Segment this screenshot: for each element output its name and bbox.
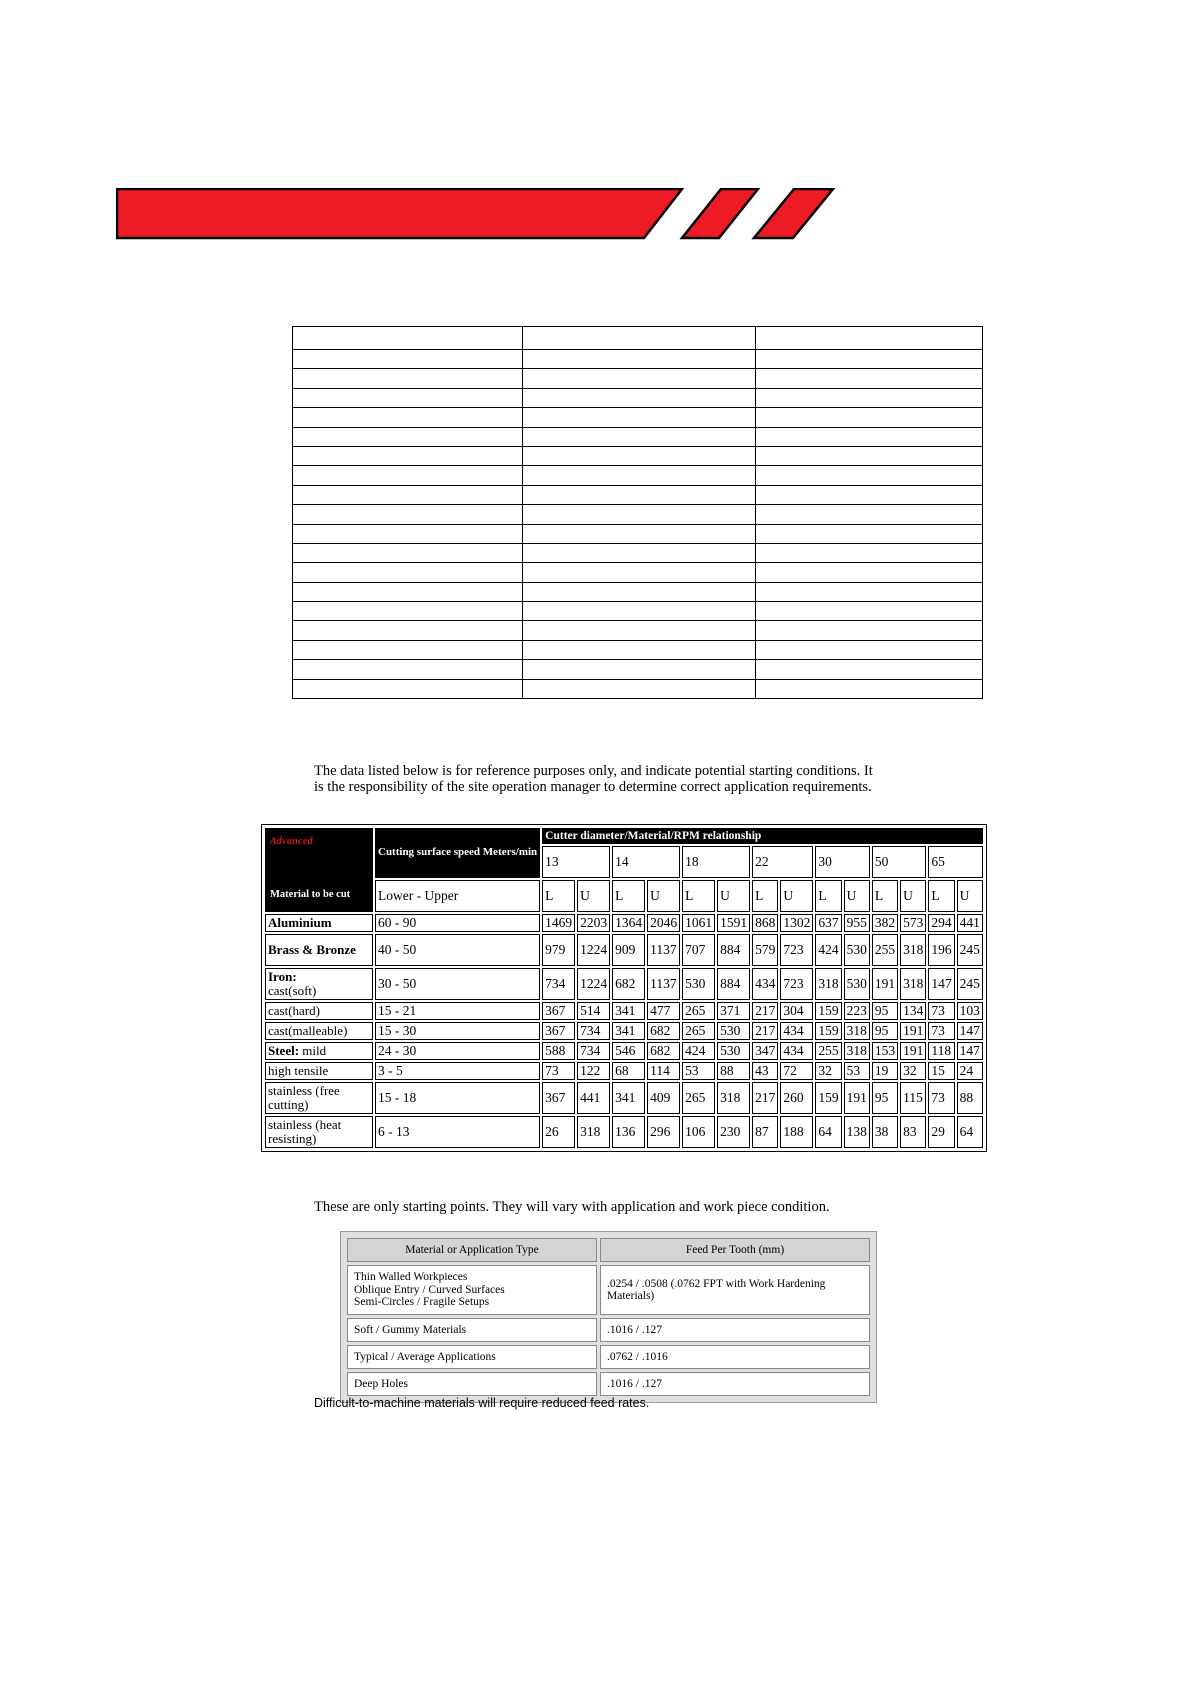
rpm-value: 734 xyxy=(542,968,575,1000)
rpm-value: 95 xyxy=(872,1022,898,1040)
rpm-value: 106 xyxy=(682,1116,715,1148)
rpm-value: 191 xyxy=(900,1042,926,1060)
rpm-value: 72 xyxy=(780,1062,813,1080)
rpm-value: 147 xyxy=(957,1042,983,1060)
rpm-value: 265 xyxy=(682,1002,715,1020)
rpm-value: 196 xyxy=(928,934,954,966)
rpm-value: 73 xyxy=(928,1002,954,1020)
rpm-value: 1061 xyxy=(682,914,715,932)
rpm-value: 122 xyxy=(577,1062,610,1080)
rpm-value: 159 xyxy=(815,1082,841,1114)
rpm-value: 114 xyxy=(647,1062,680,1080)
diameter-header: 13 xyxy=(542,846,610,878)
feed-header-fpt: Feed Per Tooth (mm) xyxy=(600,1238,870,1262)
rpm-value: 153 xyxy=(872,1042,898,1060)
rpm-value: 723 xyxy=(780,968,813,1000)
feed-row-material xyxy=(347,1265,597,1315)
upper-label: U xyxy=(717,880,750,912)
rpm-value: 1224 xyxy=(577,968,610,1000)
feed-row-material: Typical / Average Applications xyxy=(347,1345,597,1369)
rpm-value: 95 xyxy=(872,1082,898,1114)
upper-label: U xyxy=(647,880,680,912)
upper-label: U xyxy=(780,880,813,912)
rpm-value: 29 xyxy=(928,1116,954,1148)
rpm-value: 1364 xyxy=(612,914,645,932)
rpm-value: 53 xyxy=(682,1062,715,1080)
rpm-value: 318 xyxy=(844,1042,870,1060)
rpm-value: 955 xyxy=(844,914,870,932)
material-name: Aluminium xyxy=(265,914,373,932)
rpm-value: 15 xyxy=(928,1062,954,1080)
diameter-header: 30 xyxy=(815,846,870,878)
speed-header: Cutting surface speed Meters/min xyxy=(375,828,540,878)
diameter-header: 14 xyxy=(612,846,680,878)
rpm-value: 546 xyxy=(612,1042,645,1060)
rpm-value: 318 xyxy=(577,1116,610,1148)
rpm-value: 230 xyxy=(717,1116,750,1148)
rpm-value: 88 xyxy=(717,1062,750,1080)
rpm-value: 26 xyxy=(542,1116,575,1148)
surface-speed: 40 - 50 xyxy=(375,934,540,966)
rpm-value: 68 xyxy=(612,1062,645,1080)
surface-speed: 15 - 18 xyxy=(375,1082,540,1114)
rpm-row xyxy=(265,1042,983,1060)
surface-speed: 6 - 13 xyxy=(375,1116,540,1148)
feed-table xyxy=(344,1235,873,1399)
lower-label: L xyxy=(815,880,841,912)
feed-row-material: Deep Holes xyxy=(347,1372,597,1396)
rpm-value: 318 xyxy=(717,1082,750,1114)
rpm-row xyxy=(265,1062,983,1080)
surface-speed: 15 - 21 xyxy=(375,1002,540,1020)
upper-label: U xyxy=(957,880,983,912)
diameter-header: 50 xyxy=(872,846,927,878)
surface-speed: 3 - 5 xyxy=(375,1062,540,1080)
rpm-row xyxy=(265,914,983,932)
rpm-value: 530 xyxy=(717,1042,750,1060)
lower-label: L xyxy=(612,880,645,912)
rpm-value: 24 xyxy=(957,1062,983,1080)
rpm-value: 296 xyxy=(647,1116,680,1148)
rpm-value: 530 xyxy=(717,1022,750,1040)
rpm-value: 382 xyxy=(872,914,898,932)
material-name: Steel: mild xyxy=(265,1042,373,1060)
feed-row-line: Oblique Entry / Curved Surfaces xyxy=(354,1283,505,1296)
rpm-row xyxy=(265,934,983,966)
upper-label: U xyxy=(900,880,926,912)
rpm-value: 441 xyxy=(957,914,983,932)
empty-grid-table xyxy=(292,326,983,699)
rpm-value: 441 xyxy=(577,1082,610,1114)
rpm-value: 255 xyxy=(815,1042,841,1060)
rpm-value: 265 xyxy=(682,1082,715,1114)
rpm-value: 88 xyxy=(957,1082,983,1114)
rpm-value: 434 xyxy=(752,968,778,1000)
rpm-value: 1137 xyxy=(647,934,680,966)
diameter-header: 65 xyxy=(928,846,983,878)
rpm-value: 371 xyxy=(717,1002,750,1020)
intro-note: The data listed below is for reference purposes only, and indicate potential starting conditions. It is the responsibility of the site operation manager to determine correct application requirements. xyxy=(314,763,873,795)
rpm-value: 707 xyxy=(682,934,715,966)
rpm-value: 64 xyxy=(815,1116,841,1148)
rpm-value: 434 xyxy=(780,1022,813,1040)
rpm-value: 73 xyxy=(928,1022,954,1040)
rpm-value: 32 xyxy=(815,1062,841,1080)
rpm-value: 979 xyxy=(542,934,575,966)
rpm-value: 245 xyxy=(957,968,983,1000)
rpm-value: 191 xyxy=(844,1082,870,1114)
rpm-value: 159 xyxy=(815,1022,841,1040)
rpm-value: 147 xyxy=(928,968,954,1000)
rpm-value: 682 xyxy=(647,1022,680,1040)
rpm-row xyxy=(265,1082,983,1114)
feed-row-line: Thin Walled Workpieces xyxy=(354,1271,468,1284)
material-name: cast(malleable) xyxy=(265,1022,373,1040)
material-name: stainless (heat resisting) xyxy=(265,1116,373,1148)
rpm-value: 1224 xyxy=(577,934,610,966)
rpm-value: 217 xyxy=(752,1002,778,1020)
rpm-value: 245 xyxy=(957,934,983,966)
rpm-value: 32 xyxy=(900,1062,926,1080)
surface-speed: 15 - 30 xyxy=(375,1022,540,1040)
rpm-value: 409 xyxy=(647,1082,680,1114)
rpm-value: 579 xyxy=(752,934,778,966)
material-name: Brass & Bronze xyxy=(265,934,373,966)
rpm-value: 424 xyxy=(682,1042,715,1060)
rpm-value: 2203 xyxy=(577,914,610,932)
rpm-value: 367 xyxy=(542,1002,575,1020)
rpm-value: 83 xyxy=(900,1116,926,1148)
feed-row-value: .1016 / .127 xyxy=(600,1372,870,1396)
rpm-value: 217 xyxy=(752,1082,778,1114)
rpm-value: 530 xyxy=(844,934,870,966)
rpm-value: 64 xyxy=(957,1116,983,1148)
feed-row-material: Soft / Gummy Materials xyxy=(347,1318,597,1342)
rpm-value: 73 xyxy=(928,1082,954,1114)
material-name: Iron: cast(soft) xyxy=(265,968,373,1000)
rpm-value: 588 xyxy=(542,1042,575,1060)
rpm-value: 367 xyxy=(542,1022,575,1040)
rpm-value: 341 xyxy=(612,1082,645,1114)
rpm-value: 318 xyxy=(900,934,926,966)
rpm-value: 304 xyxy=(780,1002,813,1020)
rpm-value: 103 xyxy=(957,1002,983,1020)
rpm-value: 347 xyxy=(752,1042,778,1060)
rpm-value: 217 xyxy=(752,1022,778,1040)
difficult-materials-note: Difficult-to-machine materials will require reduced feed rates. xyxy=(314,1396,650,1410)
lower-label: L xyxy=(928,880,954,912)
surface-speed: 24 - 30 xyxy=(375,1042,540,1060)
rpm-value: 514 xyxy=(577,1002,610,1020)
rpm-value: 223 xyxy=(844,1002,870,1020)
rpm-value: 191 xyxy=(872,968,898,1000)
range-label: Lower - Upper xyxy=(375,880,540,912)
rpm-value: 260 xyxy=(780,1082,813,1114)
rpm-table xyxy=(263,826,985,1150)
rpm-value: 1137 xyxy=(647,968,680,1000)
rpm-value: 138 xyxy=(844,1116,870,1148)
feed-row-value: .0254 / .0508 (.0762 FPT with Work Hardening Materials) xyxy=(600,1265,870,1315)
rpm-value: 318 xyxy=(815,968,841,1000)
relation-header: Cutter diameter/Material/RPM relationship xyxy=(542,828,983,844)
diameter-header: 18 xyxy=(682,846,750,878)
rpm-row xyxy=(265,1022,983,1040)
material-name: high tensile xyxy=(265,1062,373,1080)
rpm-value: 341 xyxy=(612,1002,645,1020)
rpm-table-frame xyxy=(261,824,987,1152)
rpm-value: 19 xyxy=(872,1062,898,1080)
rpm-value: 294 xyxy=(928,914,954,932)
lower-label: L xyxy=(752,880,778,912)
feed-row-line: Semi-Circles / Fragile Setups xyxy=(354,1296,490,1309)
rpm-value: 530 xyxy=(844,968,870,1000)
rpm-value: 115 xyxy=(900,1082,926,1114)
material-name: cast(hard) xyxy=(265,1002,373,1020)
rpm-value: 147 xyxy=(957,1022,983,1040)
header-banner xyxy=(116,188,836,240)
rpm-row xyxy=(265,1116,983,1148)
feed-header-material: Material or Application Type xyxy=(347,1238,597,1262)
feed-table-frame xyxy=(340,1231,877,1403)
rpm-value: 265 xyxy=(682,1022,715,1040)
rpm-value: 255 xyxy=(872,934,898,966)
rpm-value: 1302 xyxy=(780,914,813,932)
upper-label: U xyxy=(844,880,870,912)
rpm-value: 38 xyxy=(872,1116,898,1148)
rpm-value: 1469 xyxy=(542,914,575,932)
starting-points-note: These are only starting points. They will vary with application and work piece condition. xyxy=(314,1199,830,1215)
rpm-value: 191 xyxy=(900,1022,926,1040)
rpm-value: 573 xyxy=(900,914,926,932)
rpm-value: 159 xyxy=(815,1002,841,1020)
rpm-value: 118 xyxy=(928,1042,954,1060)
rpm-value: 682 xyxy=(647,1042,680,1060)
rpm-row xyxy=(265,968,983,1000)
rpm-value: 2046 xyxy=(647,914,680,932)
rpm-value: 682 xyxy=(612,968,645,1000)
rpm-value: 318 xyxy=(844,1022,870,1040)
feed-row-value: .0762 / .1016 xyxy=(600,1345,870,1369)
rpm-value: 723 xyxy=(780,934,813,966)
brand-cell xyxy=(265,828,373,912)
diameter-header: 22 xyxy=(752,846,813,878)
lower-label: L xyxy=(542,880,575,912)
rpm-value: 188 xyxy=(780,1116,813,1148)
rpm-value: 884 xyxy=(717,934,750,966)
rpm-value: 136 xyxy=(612,1116,645,1148)
rpm-value: 477 xyxy=(647,1002,680,1020)
rpm-value: 884 xyxy=(717,968,750,1000)
rpm-value: 1591 xyxy=(717,914,750,932)
rpm-value: 868 xyxy=(752,914,778,932)
lower-label: L xyxy=(872,880,898,912)
rpm-value: 734 xyxy=(577,1022,610,1040)
material-header: Material to be cut xyxy=(270,889,351,900)
rpm-value: 95 xyxy=(872,1002,898,1020)
rpm-value: 341 xyxy=(612,1022,645,1040)
rpm-value: 434 xyxy=(780,1042,813,1060)
surface-speed: 30 - 50 xyxy=(375,968,540,1000)
rpm-value: 318 xyxy=(900,968,926,1000)
feed-row-value: .1016 / .127 xyxy=(600,1318,870,1342)
surface-speed: 60 - 90 xyxy=(375,914,540,932)
brand-logo: Advanced xyxy=(270,836,313,847)
material-name: stainless (free cutting) xyxy=(265,1082,373,1114)
rpm-value: 367 xyxy=(542,1082,575,1114)
rpm-value: 73 xyxy=(542,1062,575,1080)
rpm-value: 87 xyxy=(752,1116,778,1148)
rpm-value: 530 xyxy=(682,968,715,1000)
rpm-value: 134 xyxy=(900,1002,926,1020)
rpm-value: 909 xyxy=(612,934,645,966)
rpm-value: 43 xyxy=(752,1062,778,1080)
upper-label: U xyxy=(577,880,610,912)
rpm-value: 637 xyxy=(815,914,841,932)
lower-label: L xyxy=(682,880,715,912)
rpm-value: 424 xyxy=(815,934,841,966)
rpm-value: 734 xyxy=(577,1042,610,1060)
rpm-value: 53 xyxy=(844,1062,870,1080)
rpm-row xyxy=(265,1002,983,1020)
